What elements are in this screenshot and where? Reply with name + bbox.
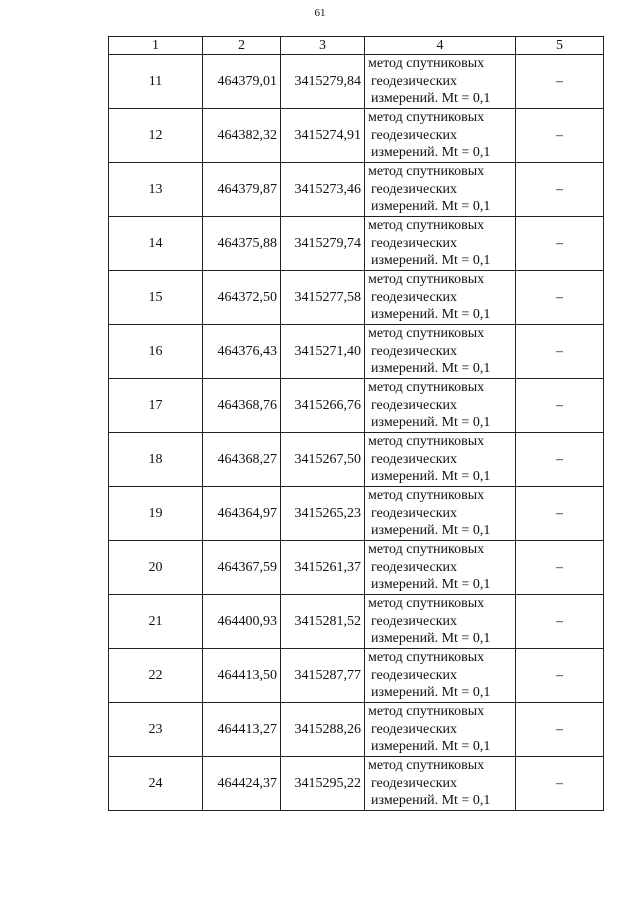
x-coordinate-cell: 464413,27: [203, 703, 281, 757]
method-text-line: метод спутниковых: [368, 272, 485, 288]
method-text-line: метод спутниковых: [368, 758, 485, 774]
method-text-line: измерений. Mt = 0,1: [371, 91, 491, 107]
method-cell: [365, 649, 516, 703]
table-row: [109, 541, 604, 595]
note-cell: –: [516, 217, 604, 271]
point-number-cell: 12: [109, 109, 203, 163]
x-coordinate-cell: 464367,59: [203, 541, 281, 595]
coordinates-table: [108, 36, 604, 811]
method-cell: [365, 163, 516, 217]
y-coordinate-cell: 3415287,77: [281, 649, 365, 703]
y-coordinate-cell: 3415277,58: [281, 271, 365, 325]
note-cell: –: [516, 757, 604, 811]
x-coordinate-cell: 464382,32: [203, 109, 281, 163]
note-cell: –: [516, 649, 604, 703]
x-coordinate-cell: 464376,43: [203, 325, 281, 379]
y-coordinate-cell: 3415274,91: [281, 109, 365, 163]
y-coordinate-cell: 3415267,50: [281, 433, 365, 487]
y-coordinate-cell: 3415281,52: [281, 595, 365, 649]
method-cell: [365, 433, 516, 487]
method-text-line: метод спутниковых: [368, 56, 485, 72]
method-text-line: метод спутниковых: [368, 218, 485, 234]
note-cell: –: [516, 595, 604, 649]
point-number-cell: 23: [109, 703, 203, 757]
point-number-cell: 22: [109, 649, 203, 703]
method-text-line: измерений. Mt = 0,1: [371, 469, 491, 485]
y-coordinate-cell: 3415279,74: [281, 217, 365, 271]
method-text-line: измерений. Mt = 0,1: [371, 253, 491, 269]
column-header-1: 1: [109, 37, 203, 55]
method-text-line: геодезических: [371, 613, 458, 629]
table-header-row: [109, 37, 604, 55]
method-text-line: измерений. Mt = 0,1: [371, 631, 491, 647]
point-number-cell: 19: [109, 487, 203, 541]
x-coordinate-cell: 464375,88: [203, 217, 281, 271]
y-coordinate-cell: 3415279,84: [281, 55, 365, 109]
y-coordinate-cell: 3415266,76: [281, 379, 365, 433]
table-row: [109, 379, 604, 433]
method-text-line: геодезических: [371, 235, 458, 251]
method-cell: [365, 487, 516, 541]
table-row: [109, 433, 604, 487]
table-row: [109, 595, 604, 649]
x-coordinate-cell: 464364,97: [203, 487, 281, 541]
table-row: [109, 163, 604, 217]
note-cell: –: [516, 271, 604, 325]
table-row: [109, 757, 604, 811]
method-text-line: метод спутниковых: [368, 542, 485, 558]
note-cell: –: [516, 325, 604, 379]
note-cell: –: [516, 55, 604, 109]
method-cell: [365, 271, 516, 325]
point-number-cell: 21: [109, 595, 203, 649]
method-text-line: метод спутниковых: [368, 596, 485, 612]
method-text-line: метод спутниковых: [368, 326, 485, 342]
method-text-line: измерений. Mt = 0,1: [371, 415, 491, 431]
point-number-cell: 16: [109, 325, 203, 379]
point-number-cell: 20: [109, 541, 203, 595]
method-cell: [365, 217, 516, 271]
x-coordinate-cell: 464368,76: [203, 379, 281, 433]
method-text-line: измерений. Mt = 0,1: [371, 361, 491, 377]
point-number-cell: 13: [109, 163, 203, 217]
table-row: [109, 487, 604, 541]
method-cell: [365, 703, 516, 757]
column-header-5: 5: [516, 37, 604, 55]
x-coordinate-cell: 464372,50: [203, 271, 281, 325]
method-text-line: геодезических: [371, 775, 458, 791]
table-body: [109, 55, 604, 811]
method-text-line: геодезических: [371, 73, 458, 89]
method-cell: [365, 541, 516, 595]
x-coordinate-cell: 464424,37: [203, 757, 281, 811]
table-row: [109, 271, 604, 325]
method-text-line: геодезических: [371, 559, 458, 575]
method-text-line: измерений. Mt = 0,1: [371, 307, 491, 323]
point-number-cell: 11: [109, 55, 203, 109]
method-text-line: метод спутниковых: [368, 164, 485, 180]
point-number-cell: 18: [109, 433, 203, 487]
table-row: [109, 217, 604, 271]
point-number-cell: 24: [109, 757, 203, 811]
method-cell: [365, 379, 516, 433]
method-text-line: метод спутниковых: [368, 110, 485, 126]
x-coordinate-cell: 464400,93: [203, 595, 281, 649]
note-cell: –: [516, 541, 604, 595]
y-coordinate-cell: 3415295,22: [281, 757, 365, 811]
table-row: [109, 325, 604, 379]
x-coordinate-cell: 464379,01: [203, 55, 281, 109]
method-cell: [365, 55, 516, 109]
column-header-3: 3: [281, 37, 365, 55]
method-text-line: метод спутниковых: [368, 488, 485, 504]
method-text-line: геодезических: [371, 343, 458, 359]
method-text-line: геодезических: [371, 181, 458, 197]
method-text-line: геодезических: [371, 127, 458, 143]
table-row: [109, 55, 604, 109]
method-text-line: геодезических: [371, 667, 458, 683]
method-text-line: измерений. Mt = 0,1: [371, 145, 491, 161]
note-cell: –: [516, 703, 604, 757]
method-text-line: метод спутниковых: [368, 434, 485, 450]
note-cell: –: [516, 487, 604, 541]
method-text-line: измерений. Mt = 0,1: [371, 199, 491, 215]
method-text-line: измерений. Mt = 0,1: [371, 685, 491, 701]
y-coordinate-cell: 3415265,23: [281, 487, 365, 541]
method-text-line: геодезических: [371, 289, 458, 305]
x-coordinate-cell: 464379,87: [203, 163, 281, 217]
method-text-line: метод спутниковых: [368, 704, 485, 720]
method-text-line: измерений. Mt = 0,1: [371, 577, 491, 593]
y-coordinate-cell: 3415273,46: [281, 163, 365, 217]
method-text-line: метод спутниковых: [368, 380, 485, 396]
method-text-line: измерений. Mt = 0,1: [371, 793, 491, 809]
method-text-line: метод спутниковых: [368, 650, 485, 666]
method-cell: [365, 595, 516, 649]
method-text-line: измерений. Mt = 0,1: [371, 739, 491, 755]
y-coordinate-cell: 3415288,26: [281, 703, 365, 757]
note-cell: –: [516, 109, 604, 163]
table-row: [109, 109, 604, 163]
point-number-cell: 17: [109, 379, 203, 433]
point-number-cell: 15: [109, 271, 203, 325]
x-coordinate-cell: 464413,50: [203, 649, 281, 703]
note-cell: –: [516, 433, 604, 487]
method-text-line: измерений. Mt = 0,1: [371, 523, 491, 539]
column-header-2: 2: [203, 37, 281, 55]
table-row: [109, 703, 604, 757]
y-coordinate-cell: 3415261,37: [281, 541, 365, 595]
column-header-4: 4: [365, 37, 516, 55]
note-cell: –: [516, 379, 604, 433]
page-number: 61: [314, 7, 326, 19]
method-cell: [365, 757, 516, 811]
x-coordinate-cell: 464368,27: [203, 433, 281, 487]
method-text-line: геодезических: [371, 397, 458, 413]
method-text-line: геодезических: [371, 505, 458, 521]
method-text-line: геодезических: [371, 721, 458, 737]
method-cell: [365, 325, 516, 379]
note-cell: –: [516, 163, 604, 217]
point-number-cell: 14: [109, 217, 203, 271]
y-coordinate-cell: 3415271,40: [281, 325, 365, 379]
method-cell: [365, 109, 516, 163]
method-text-line: геодезических: [371, 451, 458, 467]
table-row: [109, 649, 604, 703]
